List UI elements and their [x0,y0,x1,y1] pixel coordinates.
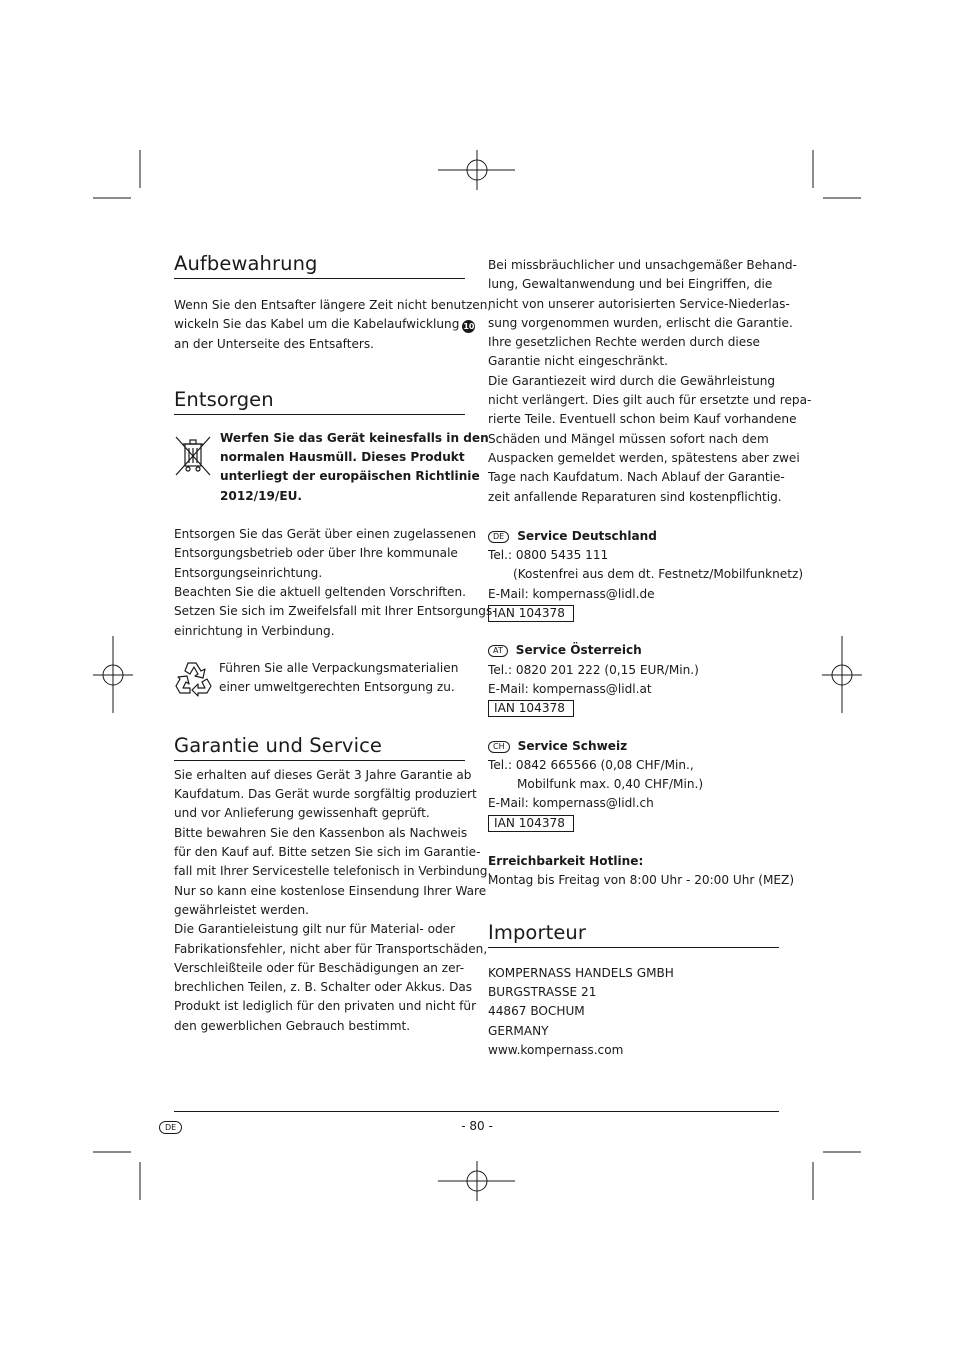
section-title-garantie: Garantie und Service [174,734,465,761]
service-schweiz [488,737,779,833]
footer-language-badge: DE [159,1121,182,1134]
hotline-hours: Montag bis Freitag von 8:00 Uhr - 20:00 Uhr (MEZ) [488,873,795,888]
weee-notice [174,429,489,506]
service-de-phone-note: (Kostenfrei aus dem dt. Festnetz/Mobilfunknetz) [513,567,804,582]
section-title-importeur: Importeur [488,921,779,948]
service-ch-email: E-Mail: kompernass@lidl.ch [488,796,654,811]
recycling-notice [174,659,465,701]
service-at-phone: Tel.: 0820 201 222 (0,15 EUR/Min.) [488,662,699,677]
garantie-continued-text: Bei missbräuchlicher und unsachgemäßer Behand- lung, Gewaltanwendung und bei Eingriffen, die nicht von unserer autorisierten Service-Niederlas- sung vorgenommen wurden, erlischt die Garantie. Ihre gesetzlichen Rechte werden durch diese Garantie nicht eingeschränkt. Die Garantiezeit wird durch die Gewährleistung nicht verlängert. Dies gilt auch für ersetzte und repa- rierte Teile. Eventuell schon beim Kauf vorhandene Schäden und Mängel müssen sofort nach dem Auspacken gemeldet werden, spätestens aber zwei Tage nach Kaufdatum. Nach Ablauf der Garantie- zeit anfallende Reparaturen sind kostenpflichtig. [488,258,812,504]
page-number: - 80 - [461,1119,493,1133]
recycling-notice-text: Führen Sie alle Verpackungsmaterialien einer umweltgerechten Entsorgung zu. [219,660,459,695]
garantie-text: Sie erhalten auf dieses Gerät 3 Jahre Garantie ab Kaufdatum. Das Gerät wurde sorgfältig produziert und vor Anlieferung gewissenhaft geprüft. Bitte bewahren Sie den Kassenbon als Nachweis für den Kauf auf. Bitte setzen Sie sich im Garantie- fall mit Ihrer Servicestelle telefonisch in Verbindung. Nur so kann eine kostenlose Einsendung Ihrer Ware gewährleistet werden. Die Garantieleistung gilt nur für Material- oder Fabrikationsfehler, nicht aber für Transportschäden, Verschleißteile oder für Beschädigungen an zer- brechlichen Teilen, z. B. Schalter oder Akkus. Das Produkt ist lediglich für den privaten und nicht für den gewerblichen Gebrauch bestimmt. [174,767,492,1033]
service-ch-phone-note: Mobilfunk max. 0,40 CHF/Min.) [517,777,704,792]
entsorgen-text: Entsorgen Sie das Gerät über einen zugelassenen Entsorgungsbetrieb oder über Ihre kommunale Entsorgungseinrichtung. Beachten Sie die aktuell geltenden Vorschriften. Setzen Sie sich im Zweifelsfall mit Ihrer Entsorgungs- einrichtung in Verbindung. [174,527,497,638]
service-ch-ian-box: IAN 104378 [488,815,574,832]
country-badge-de: DE [488,531,509,543]
service-ch-phone: Tel.: 0842 665566 (0,08 CHF/Min., [488,757,694,772]
left-column [174,252,497,1036]
service-de-title: Service Deutschland [517,528,657,543]
hotline-title: Erreichbarkeit Hotline: [488,854,644,869]
service-oesterreich [488,641,779,718]
importeur-website: www.kompernass.com [488,1042,624,1057]
service-at-title: Service Österreich [515,643,642,658]
service-at-ian-box: IAN 104378 [488,700,574,717]
crossed-out-wheelie-bin-icon [174,435,212,477]
country-badge-ch: CH [488,741,510,753]
service-deutschland [488,527,804,623]
service-at-email: E-Mail: kompernass@lidl.at [488,681,652,696]
section-title-entsorgen: Entsorgen [174,388,465,415]
weee-notice-text: Werfen Sie das Gerät keinesfalls in den normalen Hausmüll. Dieses Produkt unterliegt der europäischen Richtlinie 2012/19/EU. [220,430,489,503]
recycling-arrows-icon [174,659,214,697]
footer-rule [174,1111,779,1112]
service-de-email: E-Mail: kompernass@lidl.de [488,586,655,601]
country-badge-at: AT [488,645,508,657]
section-title-aufbewahrung: Aufbewahrung [174,252,465,279]
service-de-ian-box: IAN 104378 [488,605,574,622]
importeur-address: KOMPERNASS HANDELS GMBH BURGSTRASSE 21 44867 BOCHUM GERMANY www.kompernass.com [488,964,779,1060]
service-de-phone: Tel.: 0800 5435 111 [488,548,609,563]
reference-number-badge: 10 [463,322,475,332]
service-ch-title: Service Schweiz [517,738,628,753]
right-column [488,256,812,1060]
hotline [488,852,795,891]
aufbewahrung-text: Wenn Sie den Entsafter längere Zeit nicht benutzen, wickeln Sie das Kabel um die Kabelaufwicklung 10 an der Unterseite des Entsafters. [174,298,492,351]
